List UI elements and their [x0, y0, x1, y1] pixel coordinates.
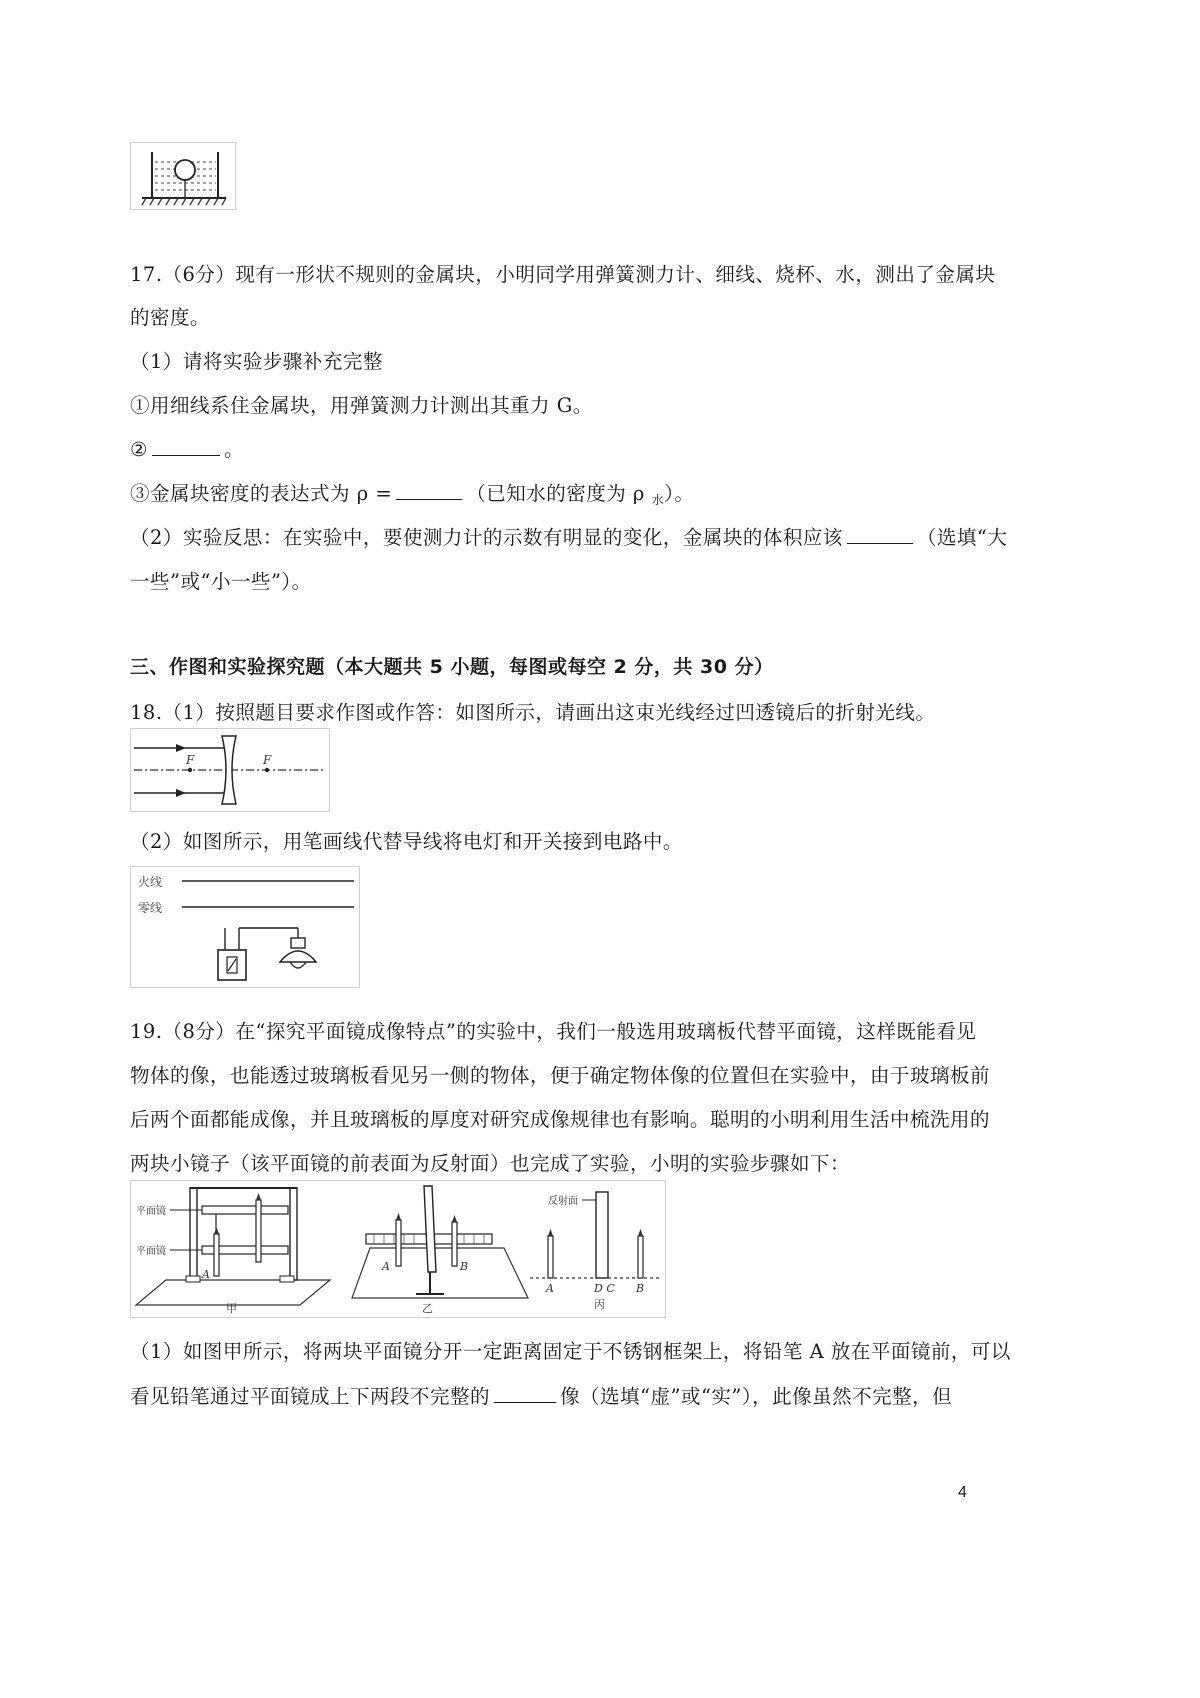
q17-step3 [130, 478, 694, 508]
q17-step3-prefix: ③金属块密度的表达式为 ρ = [130, 482, 393, 505]
figure-circuit [130, 866, 360, 988]
q17-part1: （1）请将实验步骤补充完整 [130, 350, 383, 373]
q17-part2-cont: 一些”或“小一些”）。 [130, 570, 312, 593]
q17-step2 [130, 434, 244, 462]
answer-blank-image-type[interactable] [494, 1401, 556, 1403]
q19-line1: 19.（8分）在“探究平面镜成像特点”的实验中，我们一般选用玻璃板代替平面镜，这样既能看见 [130, 1020, 977, 1043]
bing-point-dc: D C [594, 1282, 615, 1295]
bing-point-b: B [636, 1282, 645, 1295]
q17-step2-suffix: 。 [223, 438, 244, 461]
jia-pencil-a: A [202, 1268, 210, 1281]
answer-blank-density[interactable] [396, 498, 462, 500]
lens-f-right: F [263, 753, 272, 767]
q17-step3-sub: 水 [651, 493, 665, 507]
figure-mirror-experiments [130, 1180, 666, 1318]
yi-caption: 乙 [422, 1302, 433, 1315]
answer-blank-step2[interactable] [152, 454, 220, 456]
q19-line2: 物体的像，也能透过玻璃板看见另一侧的物体，便于确定物体像的位置但在实验中，由于玻璃板前 [130, 1064, 991, 1087]
q18-part2: （2）如图所示，用笔画线代替导线将电灯和开关接到电路中。 [130, 830, 683, 853]
q19-sub1-line2-suffix: 像（选填“虚”或“实”），此像虽然不完整，但 [560, 1385, 953, 1408]
q17-step3-mid: （已知水的密度为 ρ [466, 482, 652, 505]
bing-caption: 丙 [594, 1298, 605, 1311]
figure-yi [352, 1186, 528, 1315]
jia-mirror-label-bottom: 平面镜 [136, 1246, 166, 1257]
jia-mirror-label-top: 平面镜 [136, 1206, 166, 1217]
q19-line3: 后两个面都能成像，并且玻璃板的厚度对研究成像规律也有影响。聪明的小明利用生活中梳洗用的 [130, 1108, 991, 1131]
section3-title: 三、作图和实验探究题（本大题共 5 小题，每图或每空 2 分，共 30 分） [130, 656, 774, 678]
figure-jia [136, 1188, 330, 1315]
q17-part2 [130, 522, 1007, 550]
yi-pencil-a: A [382, 1260, 390, 1273]
neutral-wire-label: 零线 [138, 901, 163, 915]
q17-header: 17.（6分）现有一形状不规则的金属块，小明同学用弹簧测力计、细线、烧杯、水，测出了金属块 [130, 263, 996, 286]
figure-concave-lens [130, 728, 330, 812]
q17-step3-end: ）。 [664, 482, 695, 505]
q17-header-cont: 的密度。 [130, 306, 211, 329]
bing-reflect-label: 反射面 [548, 1196, 578, 1207]
yi-pencil-b: B [460, 1260, 469, 1273]
answer-blank-volume[interactable] [847, 542, 913, 544]
page-number: 4 [958, 1484, 967, 1501]
q19-sub1-line2 [130, 1381, 952, 1409]
figure-bing [530, 1192, 660, 1311]
bing-point-a: A [546, 1282, 554, 1295]
figure-ball-in-water [130, 142, 236, 210]
q17-step1: ①用细线系住金属块，用弹簧测力计测出其重力 G。 [130, 394, 593, 417]
q17-part2-suffix: （选填“大 [916, 526, 1008, 549]
q19-sub1-line1: （1）如图甲所示，将两块平面镜分开一定距离固定于不锈钢框架上，将铅笔 A 放在平面镜前，可以 [130, 1340, 1011, 1363]
jia-caption: 甲 [226, 1302, 237, 1315]
q19-line4: 两块小镜子（该平面镜的前表面为反射面）也完成了实验，小明的实验步骤如下： [130, 1152, 851, 1175]
q19-sub1-line2-prefix: 看见铅笔通过平面镜成上下两段不完整的 [130, 1385, 491, 1408]
q18-part1: 18.（1）按照题目要求作图或作答：如图所示，请画出这束光线经过凹透镜后的折射光线。 [130, 701, 936, 724]
q17-part2-prefix: （2）实验反思：在实验中，要使测力计的示数有明显的变化，金属块的体积应该 [130, 526, 843, 549]
live-wire-label: 火线 [138, 875, 163, 889]
q17-step2-prefix: ② [130, 438, 148, 461]
lens-f-left: F [186, 753, 195, 767]
